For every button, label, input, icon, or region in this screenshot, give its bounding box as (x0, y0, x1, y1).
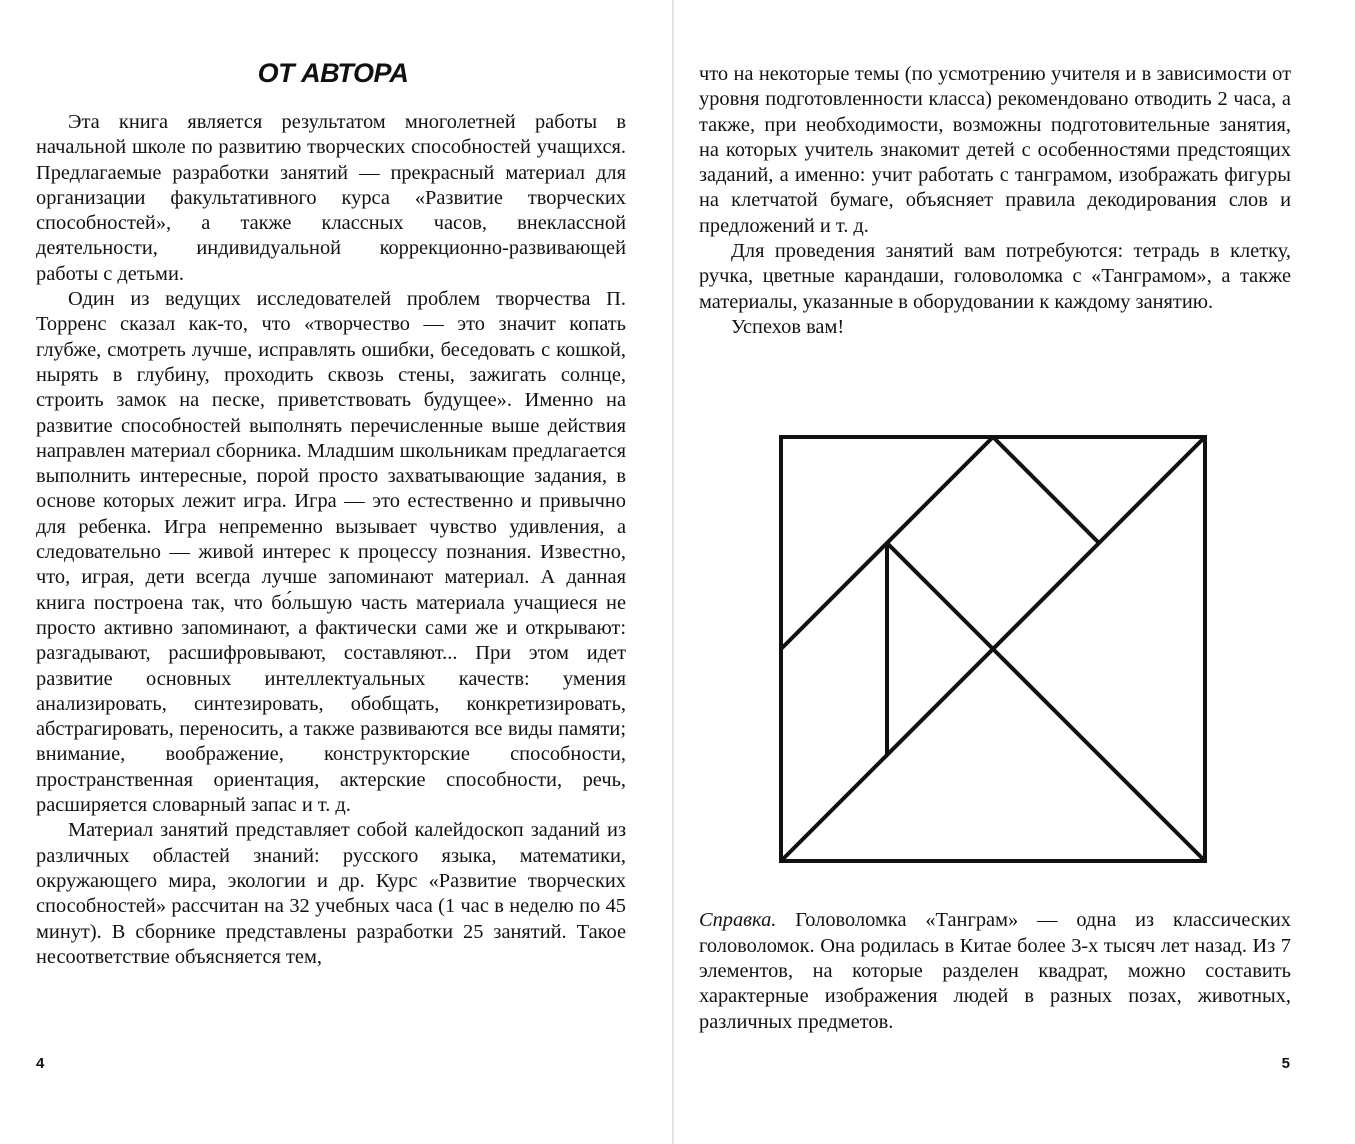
paragraph: Один из ведущих исследователей проблем творчества П. Торренс сказал как-то, что «творчество — это значит копать глубже, смотреть лучше, исправлять ошибки, беседовать с кошкой, нырять в глубину, проходить сквозь стены, зажигать солнце, строить замок на песке, приветствовать будущее». Именно на развитие способностей выполнять перечисленные выше действия направлен материал сборника. Младшим школьникам предлагается выполнить интересные, порой просто захватывающие задания, в основе которых лежит игра. Игра — это естественно и привычно для ребенка. Игра непременно вызывает чувство удивления, а следовательно — живой интерес к процессу познания. Известно, что, играя, дети всегда лучше запоминают материал. А данная книга построена так, что бо́льшую часть материала учащиеся не просто активно запоминают, а фактически сами же и открывают: разгадывают, расшифровывают, составляют... При этом идет развитие основных интеллектуальных качеств: умения анализировать, синтезировать, обобщать, конкретизировать, абстрагировать, переносить, а также развиваются все виды памяти; внимание, воображение, конструкторские способности, пространственная ориентация, актерские способности, речь, расширяется словарный запас и т. д. (36, 288, 626, 817)
paragraph: Эта книга является результатом многолетней работы в начальной школе по развитию творческих способностей учащихся. Предлагаемые разработки занятий — прекрасный материал для организации факультативного курса «Развитие творческих способностей», а также классных часов, внеклассной деятельности, индивидуальной коррекционно-развивающей работы с детьми. (36, 111, 626, 285)
right-text-column (699, 62, 1291, 340)
paragraph: что на некоторые темы (по усмотрению учителя и в зависимости от уровня подготовленности класса) рекомендовано отводить 2 часа, а также, при необходимости, возможны подготовительные занятия, на которых учитель знакомит детей с особенностями предстоящих заданий, а именно: учит работать с танграмом, изображать фигуры на клетчатой бумаге, объясняет правила декодирования слов и предложений и т. д. (699, 63, 1291, 237)
book-gutter (672, 0, 674, 1144)
note-text: Головоломка «Танграм» — одна из классических головоломок. Она родилась в Китае более 3-х тысяч лет назад. Из 7 элементов, на которые разделен квадрат, можно составить характерные изображения людей в разных позах, животных, различных предметов. (699, 909, 1291, 1033)
tangram-edge (993, 437, 1099, 543)
left-text-column (36, 110, 626, 970)
paragraph: Успехов вам! (731, 315, 845, 338)
page-heading: ОТ АВТОРА (257, 58, 409, 88)
left-page (0, 0, 677, 1144)
reference-note (699, 908, 1291, 1034)
tangram-diagonal-lower (887, 543, 1205, 861)
page-number-left: 4 (36, 1055, 45, 1072)
page-number-right: 5 (1281, 1055, 1290, 1072)
tangram-figure (776, 432, 1210, 866)
paragraph: Для проведения занятий вам потребуются: тетрадь в клетку, ручка, цветные карандаши, головоломка с «Танграмом», а также материалы, указанные в оборудовании к каждому занятию. (699, 240, 1291, 313)
note-label: Справка. (699, 909, 777, 932)
right-page (677, 0, 1355, 1144)
paragraph: Материал занятий представляет собой калейдоскоп заданий из различных областей знаний: русского языка, математики, окружающего мира, экологии и др. Курс «Развитие творческих способностей» рассчитан на 32 учебных часа (1 час в неделю по 45 минут). В сборнике представлены разработки 25 занятий. Такое несоответствие объясняется тем, (36, 819, 626, 968)
